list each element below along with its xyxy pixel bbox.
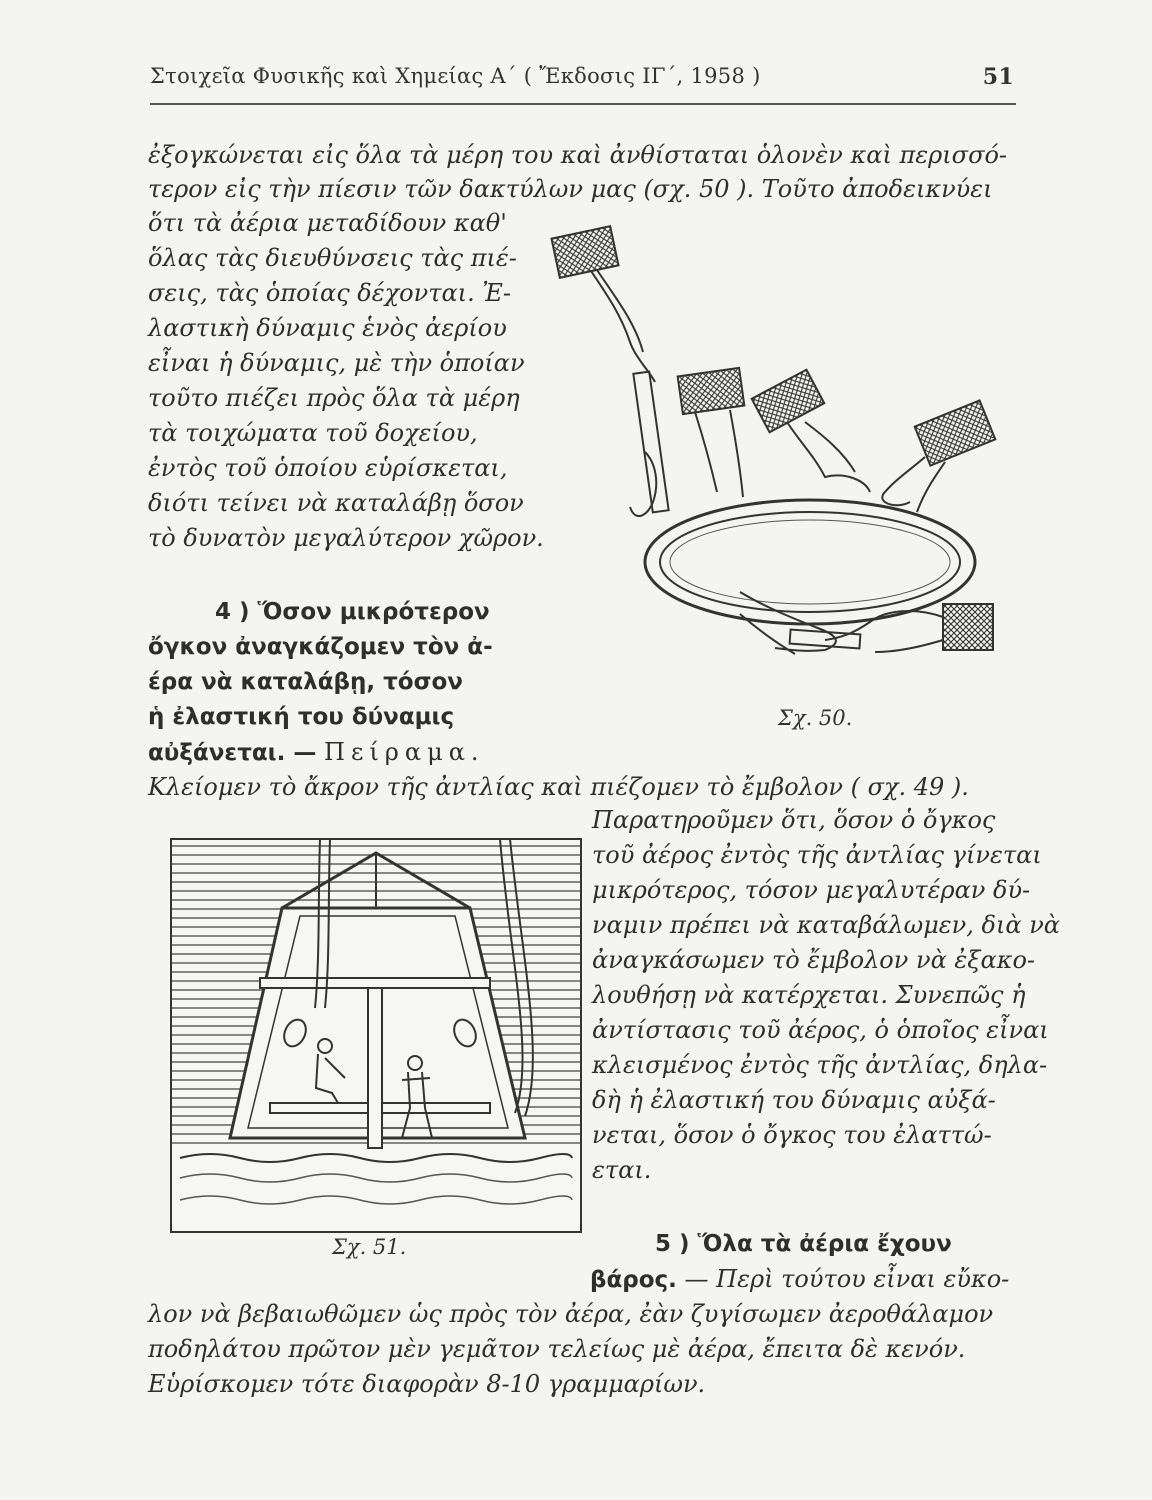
body-line: διότι τείνει νὰ καταλάβῃ ὅσον [148, 489, 524, 517]
section4-heading-last [148, 737, 485, 768]
body-line: τὸ δυνατὸν μεγαλύτερον χῶρον. [148, 524, 544, 552]
section5-text: — Περὶ τούτου εἶναι εὔκο- [684, 1265, 1010, 1293]
body-line: τὰ τοιχώματα τοῦ δοχείου, [148, 419, 478, 447]
body-line: τοῦτο πιέζει πρὸς ὅλα τὰ μέρη [148, 384, 520, 412]
figure-50-drawing [525, 222, 1005, 692]
body-line: ὅλας τὰς διευθύνσεις τὰς πιέ- [148, 244, 517, 272]
body-line: ἐξογκώνεται εἰς ὅλα τὰ μέρη του καὶ ἀνθίσταται ὁλονὲν καὶ περισσό- [148, 141, 1008, 169]
section4-heading-line: ἡ ἐλαστική του δύναμις [148, 704, 455, 730]
body-line: ἐντὸς τοῦ ὁποίου εὑρίσκεται, [148, 454, 508, 482]
experiment-word: Πείραμα. [324, 738, 485, 766]
body-line: σεις, τὰς ὁποίας δέχονται. Ἐ- [148, 279, 511, 307]
body-line: λουθήσῃ νὰ κατέρχεται. Συνεπῶς ἡ [592, 981, 1026, 1009]
figure-51 [170, 838, 582, 1233]
body-line: εἶναι ἡ δύναμις, μὲ τὴν ὁποίαν [148, 349, 525, 377]
section5-heading: 5 ) Ὅλα τὰ ἀέρια ἔχουν [655, 1231, 952, 1257]
running-header [150, 64, 1014, 88]
body-line: κλεισμένος ἐντὸς τῆς ἀντλίας, δηλα- [592, 1051, 1048, 1079]
body-line: Εὑρίσκομεν τότε διαφορὰν 8-10 γραμμαρίων. [148, 1370, 706, 1398]
section4-heading-end: αὐξάνεται. — [148, 740, 317, 766]
body-line: νεται, ὅσον ὁ ὄγκος του ἐλαττώ- [592, 1121, 992, 1149]
body-line: μικρότερος, τόσον μεγαλυτέραν δύ- [592, 876, 1031, 904]
body-line: ποδηλάτου πρῶτον μὲν γεμᾶτον τελείως μὲ ἀέρα, ἔπειτα δὲ κενόν. [148, 1335, 966, 1363]
body-line: Κλείομεν τὸ ἄκρον τῆς ἀντλίας καὶ πιέζομεν τὸ ἔμβολον ( σχ. 49 ). [148, 773, 969, 801]
body-line: εται. [592, 1156, 652, 1184]
body-line: ὅτι τὰ ἀέρια μεταδίδουν καθ' [148, 209, 507, 237]
body-line: ἀντίστασις τοῦ ἀέρος, ὁ ὁποῖος εἶναι [592, 1016, 1049, 1044]
body-line: λαστικὴ δύναμις ἑνὸς ἀερίου [148, 314, 507, 342]
header-title: Στοιχεῖα Φυσικῆς καὶ Χημείας Α΄ ( Ἔκδοσις ΙΓ΄, 1958 ) [150, 64, 761, 88]
figure-51-caption: Σχ. 51. [332, 1235, 407, 1259]
section4-heading-line: 4 ) Ὅσον μικρότερον [215, 599, 490, 625]
section4-heading-line: ὄγκον ἀναγκάζομεν τὸν ἀ- [148, 634, 493, 660]
body-line: ἀναγκάσωμεν τὸ ἔμβολον νὰ ἐξακο- [592, 946, 1036, 974]
body-line: Παρατηροῦμεν ὅτι, ὅσον ὁ ὄγκος [592, 806, 996, 834]
figure-50-caption: Σχ. 50. [778, 706, 853, 730]
section5-line-1 [590, 1264, 1009, 1295]
body-line: τερον εἰς τὴν πίεσιν τῶν δακτύλων μας (σχ. 50 ). Τοῦτο ἀποδεικνύει [148, 175, 993, 203]
section4-heading-line: έρα νὰ καταλάβῃ, τόσον [148, 669, 463, 695]
figure-51-drawing [170, 838, 582, 1233]
page-number: 51 [982, 64, 1014, 90]
section5-heading-end: βάρος. [590, 1267, 677, 1293]
body-line: ναμιν πρέπει νὰ καταβάλωμεν, διὰ νὰ [592, 911, 1061, 939]
header-rule [150, 103, 1016, 105]
body-line: τοῦ ἀέρος ἐντὸς τῆς ἀντλίας γίνεται [592, 841, 1042, 869]
figure-50 [525, 222, 1005, 692]
body-line: λον νὰ βεβαιωθῶμεν ὡς πρὸς τὸν ἀέρα, ἐὰν ζυγίσωμεν ἀεροθάλαμον [148, 1300, 994, 1328]
body-line: δὴ ἡ ἐλαστική του δύναμις αὐξά- [592, 1086, 996, 1114]
